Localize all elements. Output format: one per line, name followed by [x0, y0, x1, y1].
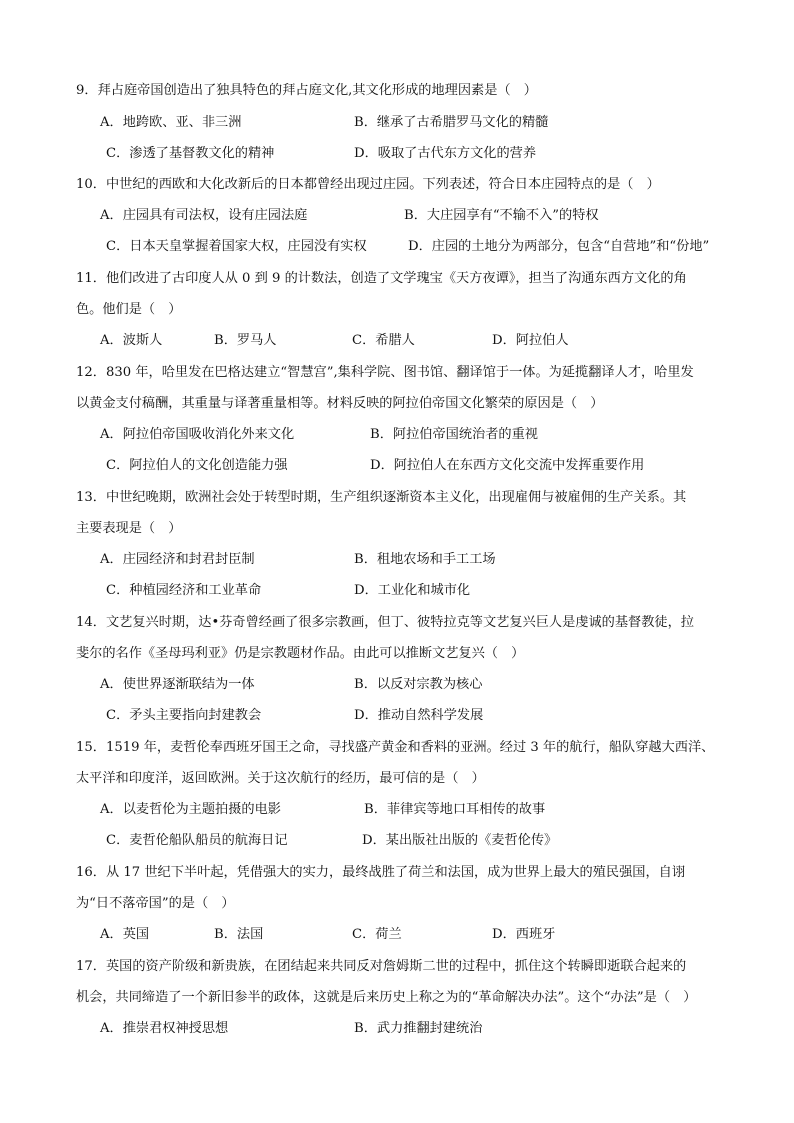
question-15-option-b: B．菲律宾等地口耳相传的故事: [364, 802, 546, 817]
question-9-option-d: D．吸取了古代东方文化的营养: [354, 146, 537, 161]
question-12-stem-line2: 以黄金支付稿酬，其重量与译著重量相等。材料反映的阿拉伯帝国文化繁荣的原因是（ ）: [76, 396, 604, 411]
question-10-option-c: C．日本天皇掌握着国家大权，庄园没有实权: [106, 239, 367, 254]
question-11-option-a: A．波斯人: [100, 333, 163, 348]
question-9-stem: 9．拜占庭帝国创造出了独具特色的拜占庭文化,其文化形成的地理因素是（ ）: [76, 83, 537, 98]
question-12-option-c: C．阿拉伯人的文化创造能力强: [106, 458, 288, 473]
question-14-option-a: A．使世界逐渐联结为一体: [100, 677, 255, 692]
question-12-option-d: D．阿拉伯人在东西方文化交流中发挥重要作用: [370, 458, 645, 473]
question-14-option-c: C．矛头主要指向封建教会: [106, 708, 262, 723]
question-10-stem: 10．中世纪的西欧和大化改新后的日本都曾经出现过庄园。下列表述，符合日本庄园特点的是（ ）: [76, 177, 660, 192]
question-14-stem-line2: 斐尔的名作《圣母玛利亚》仍是宗教题材作品。由此可以推断文艺复兴（ ）: [76, 646, 525, 661]
question-14-stem-line1: 14．文艺复兴时期，达•芬奇曾经画了很多宗教画，但丁、彼特拉克等文艺复兴巨人是虔诚的基督教徒，拉: [76, 615, 694, 630]
question-16-option-a: A．英国: [100, 927, 150, 942]
question-15-option-d: D．某出版社出版的《麦哲伦传》: [362, 833, 558, 848]
question-17-stem-line2: 机会，共同缔造了一个新旧参半的政体，这就是后来历史上称之为的“革命解决办法”。这个“办法”是（ ）: [76, 990, 697, 1005]
question-14-option-b: B．以反对宗教为核心: [354, 677, 483, 692]
question-11-stem-line1: 11．他们改进了古印度人从 0 到 9 的计数法，创造了文学瑰宝《天方夜谭》，担当了沟通东西方文化的角: [76, 271, 687, 286]
question-11-option-c: C．希腊人: [352, 333, 415, 348]
question-15-stem-line2: 太平洋和印度洋，返回欧洲。关于这次航行的经历，最可信的是（ ）: [76, 771, 485, 786]
question-10-option-b: B．大庄园享有“不输不入”的特权: [404, 208, 599, 223]
question-16-stem-line2: 为“日不落帝国”的是（ ）: [76, 896, 235, 911]
question-13-option-d: D．工业化和城市化: [354, 583, 471, 598]
question-16-option-d: D．西班牙: [492, 927, 556, 942]
question-14-option-d: D．推动自然科学发展: [354, 708, 484, 723]
question-9-option-a: A．地跨欧、亚、非三洲: [100, 115, 242, 130]
question-9-option-c: C．渗透了基督教文化的精神: [106, 146, 275, 161]
question-12-option-b: B．阿拉伯帝国统治者的重视: [370, 427, 538, 442]
question-17-stem-line1: 17．英国的资产阶级和新贵族，在团结起来共同反对詹姆斯二世的过程中，抓住这个转瞬即逝联合起来的: [76, 959, 687, 974]
question-11-stem-line2: 色。他们是（ ）: [76, 302, 182, 317]
question-10-option-d: D．庄园的土地分为两部分，包含“自营地”和“份地”: [408, 239, 710, 254]
question-15-option-a: A．以麦哲伦为主题拍摄的电影: [100, 802, 281, 817]
question-11-option-b: B．罗马人: [214, 333, 277, 348]
question-13-stem-line2: 主要表现是（ ）: [76, 521, 182, 536]
question-16-option-b: B．法国: [214, 927, 264, 942]
question-15-stem-line1: 15．1519 年，麦哲伦奉西班牙国王之命，寻找盛产黄金和香料的亚洲。经过 3 年的航行，船队穿越大西洋、: [76, 740, 715, 755]
question-12-option-a: A．阿拉伯帝国吸收消化外来文化: [100, 427, 295, 442]
question-11-option-d: D．阿拉伯人: [492, 333, 569, 348]
question-9-option-b: B．继承了古希腊罗马文化的精髓: [354, 115, 549, 130]
question-13-option-a: A．庄园经济和封君封臣制: [100, 552, 255, 567]
question-12-stem-line1: 12．830 年，哈里发在巴格达建立“智慧宫”,集科学院、图书馆、翻译馆于一体。为延揽翻译人才，哈里发: [76, 365, 694, 380]
question-16-option-c: C．荷兰: [352, 927, 402, 942]
question-17-option-a: A．推崇君权神授思想: [100, 1021, 229, 1036]
question-13-option-b: B．租地农场和手工工场: [354, 552, 496, 567]
question-16-stem-line1: 16．从 17 世纪下半叶起，凭借强大的实力，最终战胜了荷兰和法国，成为世界上最大的殖民强国，自诩: [76, 865, 686, 880]
question-10-option-a: A．庄园具有司法权，设有庄园法庭: [100, 208, 308, 223]
question-17-option-b: B．武力推翻封建统治: [354, 1021, 483, 1036]
question-15-option-c: C．麦哲伦船队船员的航海日记: [106, 833, 288, 848]
question-13-option-c: C．种植园经济和工业革命: [106, 583, 262, 598]
question-13-stem-line1: 13．中世纪晚期，欧洲社会处于转型时期，生产组织逐渐资本主义化，出现雇佣与被雇佣的生产关系。其: [76, 490, 687, 505]
